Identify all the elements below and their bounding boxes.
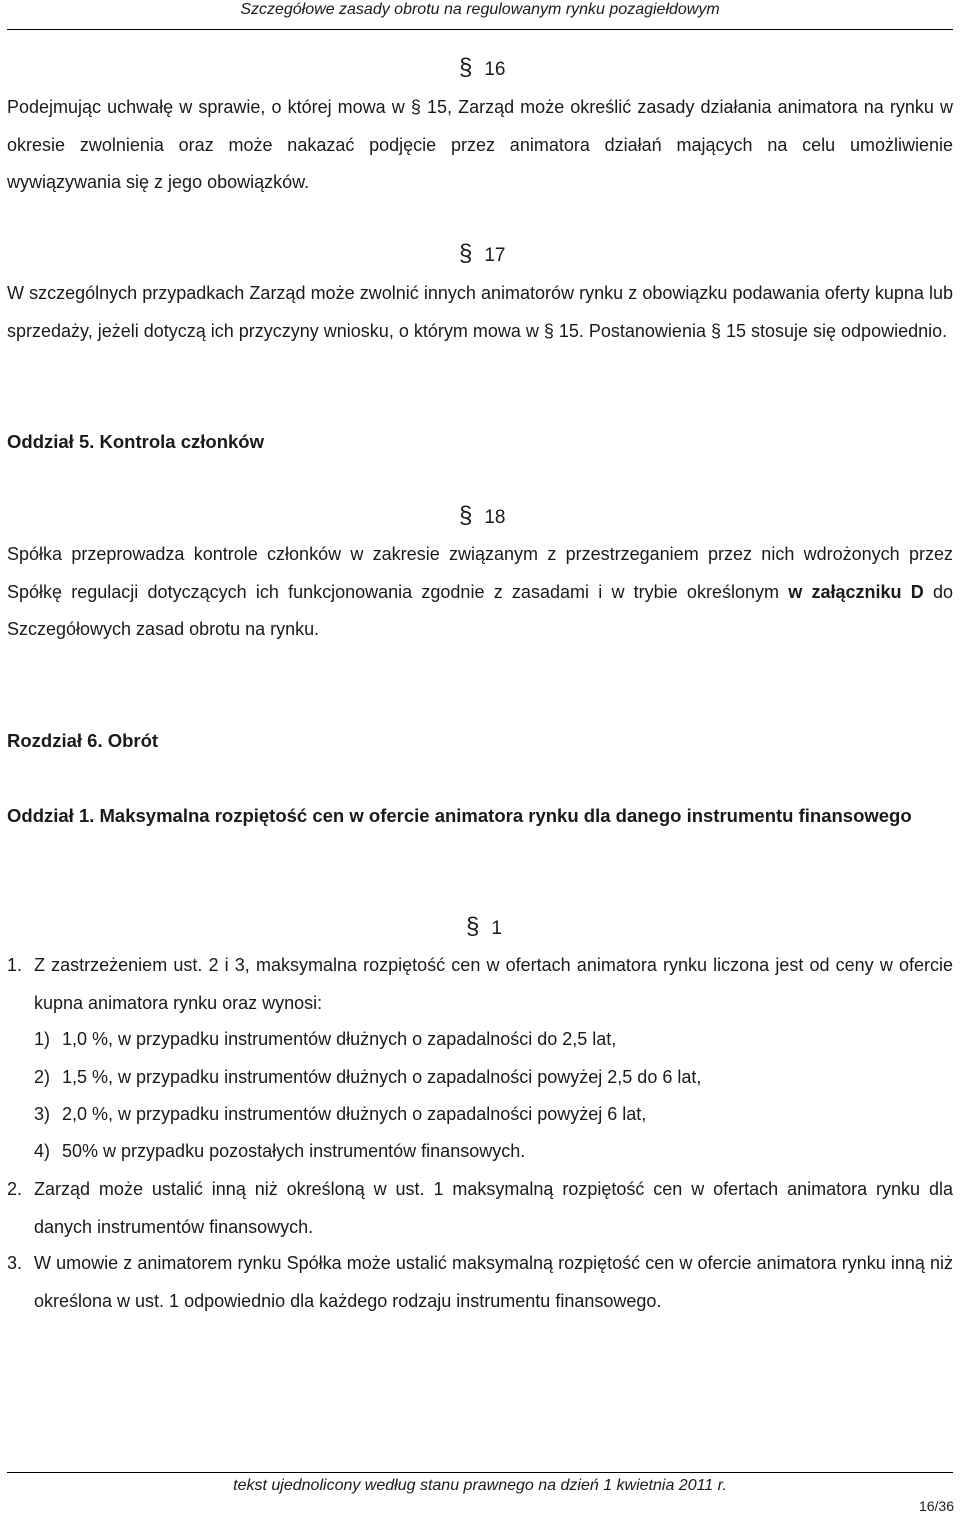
list-item [7,1245,953,1320]
section-symbol: § [459,240,473,267]
rozdzial-6-heading: Rozdział 6. Obrót [7,730,159,751]
section-1-heading [466,913,502,940]
section-symbol: § [459,54,473,81]
sub-item-number: 1) [34,1029,51,1049]
section-18-text-end: do Szczegółowych zasad obrotu na rynku. [7,581,953,639]
item-text: W umowie z animatorem rynku Spółka może ustalić maksymalną rozpiętość cen w ofercie animatora rynku inną niż określona w ust. 1 odpowiednio dla każdego rodzaju instrumentu finansowego. [34,1253,953,1311]
section-symbol: § [459,502,473,529]
oddzial-1-heading: Oddział 1. Maksymalna rozpiętość cen w ofercie animatora rynku dla danego instrumentu finansowego [7,805,912,826]
sub-list-item [34,1059,953,1097]
sub-list-item [34,1133,953,1171]
attachment-reference: w załączniku D [788,581,924,602]
item-text: Zarząd może ustalić inną niż określoną w ust. 1 maksymalną rozpiętość cen w ofertach animatora rynku dla danych instrumentów finansowych. [34,1179,953,1237]
sub-item-text: 1,5 %, w przypadku instrumentów dłużnych o zapadalności powyżej 2,5 do 6 lat, [62,1067,702,1087]
footer-divider [7,1472,953,1473]
section-18-text [7,536,953,649]
sub-list-item [34,1021,953,1059]
sub-item-text: 50% w przypadku pozostałych instrumentów finansowych. [62,1141,526,1161]
item-number: 3. [7,1253,23,1273]
section-18-text-start: Spółka przeprowadza kontrole członków w zakresie związanym z przestrzeganiem przez nich wdrożonych przez Spółkę regulacji dotyczących ich funkcjonowania zgodnie z zasadami i w trybie określonym [7,544,953,602]
section-number: 1 [491,918,502,939]
header-divider [7,29,953,30]
section-number: 18 [484,507,506,528]
section-16-heading [459,54,506,81]
item-number: 2. [7,1179,23,1199]
section-16-text: Podejmując uchwałę w sprawie, o której mowa w § 15, Zarząd może określić zasady działania animatora na rynku w okresie zwolnienia oraz może nakazać podjęcie przez animatora działań mających na celu umożliwienie wywiązywania się z jego obowiązków. [7,97,953,192]
sub-item-text: 1,0 %, w przypadku instrumentów dłużnych o zapadalności do 2,5 lat, [62,1029,617,1049]
running-header: Szczegółowe zasady obrotu na regulowanym rynku pozagiełdowym [240,1,720,18]
section-17-heading [459,240,506,267]
list-item [7,1171,953,1246]
sub-item-number: 3) [34,1104,51,1124]
item-text: Z zastrzeżeniem ust. 2 i 3, maksymalna rozpiętość cen w ofertach animatora rynku liczona jest od ceny w ofercie kupna animatora rynku oraz wynosi: [34,955,953,1013]
footer-note: tekst ujednolicony według stanu prawnego na dzień 1 kwietnia 2011 r. [233,1477,727,1494]
sub-list-item [34,1096,953,1134]
section-number: 16 [484,59,506,80]
oddzial-5-heading: Oddział 5. Kontrola członków [7,431,264,452]
section-18-heading [459,502,506,529]
list-item [7,947,953,1022]
sub-item-number: 2) [34,1067,51,1087]
section-symbol: § [466,913,480,940]
section-number: 17 [484,245,506,266]
section-17-text: W szczególnych przypadkach Zarząd może zwolnić innych animatorów rynku z obowiązku podawania oferty kupna lub sprzedaży, jeżeli dotyczą ich przyczyny wniosku, o którym mowa w § 15. Postanowienia § 15 stosuje się odpowiednio. [7,283,953,341]
sub-item-text: 2,0 %, w przypadku instrumentów dłużnych o zapadalności powyżej 6 lat, [62,1104,647,1124]
sub-item-number: 4) [34,1141,51,1161]
page-number: 16/36 [918,1498,954,1514]
item-number: 1. [7,955,23,975]
